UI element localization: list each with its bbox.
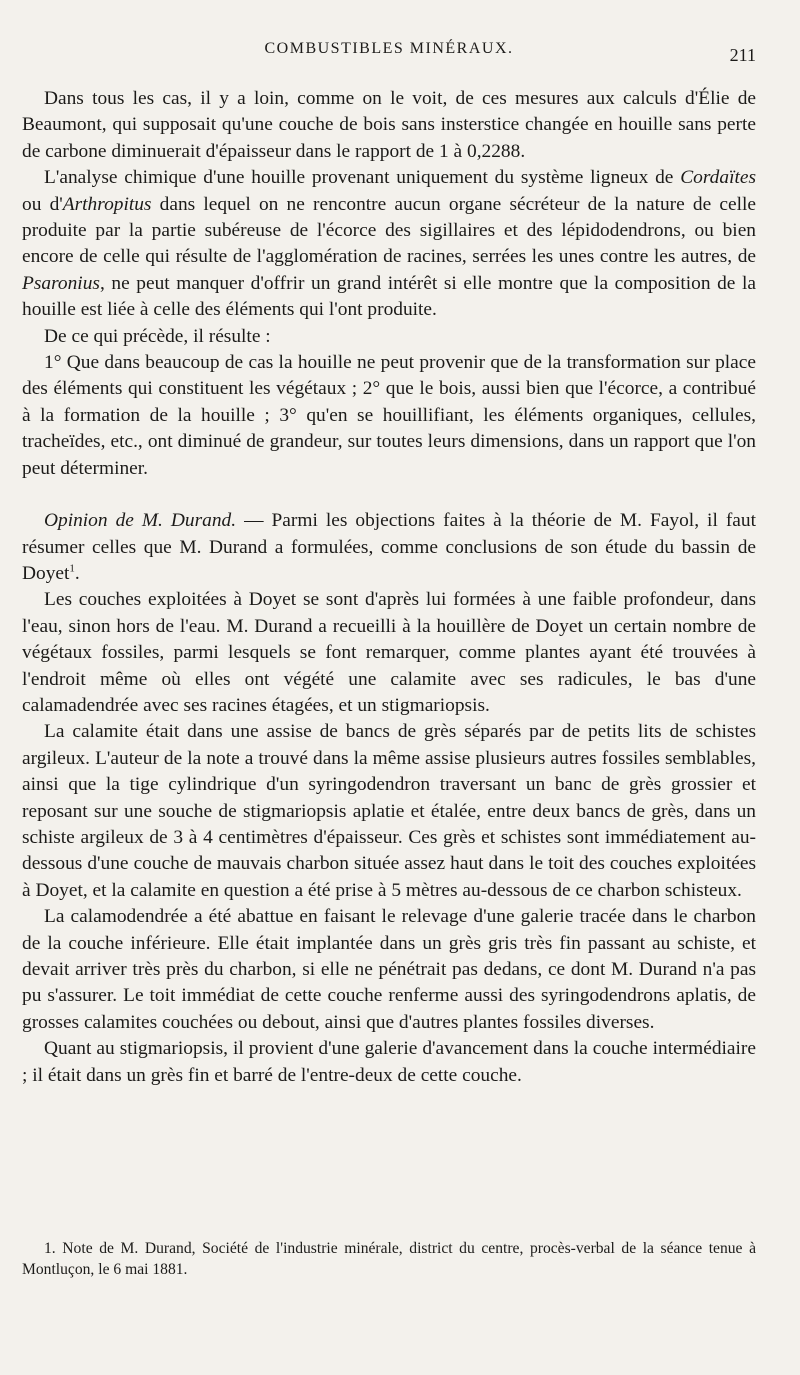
running-title: COMBUSTIBLES MINÉRAUX. xyxy=(264,40,514,57)
paragraph-9: Quant au stigmariopsis, il provient d'une galerie d'avancement dans la couche intermédiaire ; il était dans un grès fin et barré de l'entre-deux de cette couche. xyxy=(22,1038,756,1086)
page-number: 211 xyxy=(729,45,756,65)
paragraph-6: Les couches exploitées à Doyet se sont d'après lui formées à une faible profondeur, dans l'eau, sinon hors de l'eau. M. Durand a recueilli à la houillère de Doyet un certain nombre de végétaux fossiles, parmi lesquels se font remarquer, comme plantes ayant été trouvées à l'endroit même où elles ont végété une calamite avec ses radicules, le bas d'une calamadendrée avec ses racines étagées, et un stigmariopsis. xyxy=(22,589,756,716)
footnote-marker: 1. xyxy=(44,1240,56,1257)
section-heading: Opinion de M. Durand. xyxy=(44,510,237,532)
paragraph-2-part-c: dans lequel on ne rencontre aucun organe sécréteur de la nature de celle produite par la partie subéreuse de l'écorce des sigillaires et des lépidodendrons, ou bien encore de celle qui résulte de l'agglomération de racines, serrées les unes contre les autres, de xyxy=(22,193,756,268)
paragraph-2-part-a: L'analyse chimique d'une houille provenant uniquement du système ligneux de xyxy=(44,167,681,189)
paragraph-2 xyxy=(22,165,756,323)
taxon-psaronius: Psaronius xyxy=(22,272,100,294)
footnote-text: Note de M. Durand, Société de l'industrie minérale, district du centre, procès-verbal de la séance tenue à Montluçon, le 6 mai 1881. xyxy=(22,1240,756,1278)
running-head xyxy=(22,0,756,65)
paragraph-2-part-d: , ne peut manquer d'offrir un grand intérêt si elle montre que la composition de la houille est liée à celle des éléments qui l'ont produite. xyxy=(22,272,756,321)
footnote-reference[interactable]: 1 xyxy=(69,562,75,575)
paragraph-3: De ce qui précède, il résulte : xyxy=(44,325,271,347)
paragraph-7: La calamite était dans une assise de bancs de grès séparés par de petits lits de schistes argileux. L'auteur de la note a trouvé dans la même assise plusieurs autres fossiles semblables, ainsi que la tige cylindrique d'un syringodendron traversant un banc de grès grossier et reposant sur une souche de stigmariopsis aplatie et étalée, entre deux bancs de grès, dans un schiste argileux de 3 à 4 centimètres d'épaisseur. Ces grès et schistes sont immédiatement au-dessous d'une couche de mauvais charbon située assez haut dans le toit des couches exploitées à Doyet, et la calamite en question a été prise à 5 mètres au-dessous de ce charbon schisteux. xyxy=(22,721,756,901)
footnotes xyxy=(22,1238,756,1280)
taxon-arthropitus: Arthropitus xyxy=(62,193,152,215)
paragraph-5-text: — Parmi les objections faites à la théorie de M. Fayol, il faut résumer celles que M. Durand a formulées, comme conclusions de son étude du bassin de Doyet xyxy=(22,510,756,584)
body-text xyxy=(22,86,756,1089)
paragraph-5 xyxy=(22,508,756,587)
footnote-1 xyxy=(22,1238,756,1280)
paragraph-1: Dans tous les cas, il y a loin, comme on le voit, de ces mesures aux calculs d'Élie de Beaumont, qui supposait qu'une couche de bois sans insterstice changée en houille sans perte de carbone diminuerait d'épaisseur dans le rapport de 1 à 0,2288. xyxy=(22,88,756,162)
paragraph-8: La calamodendrée a été abattue en faisant le relevage d'une galerie tracée dans le charbon de la couche inférieure. Elle était implantée dans un grès gris très fin passant au schiste, et devait arriver très près du charbon, si elle ne pénétrait pas dedans, ce dont M. Durand n'a pas pu s'assurer. Le toit immédiat de cette couche renferme aussi des syringodendrons aplatis, de grosses calamites couchées ou debout, ainsi que d'autres plantes fossiles diverses. xyxy=(22,906,756,1033)
paragraph-5-end: . xyxy=(74,562,80,584)
taxon-cordaites: Cordaïtes xyxy=(680,167,756,189)
paragraph-2-part-b: ou d' xyxy=(22,193,63,215)
paragraph-4: 1° Que dans beaucoup de cas la houille ne peut provenir que de la transformation sur place des éléments qui constituent les végétaux ; 2° que le bois, aussi bien que l'écorce, a contribué à la formation de la houille ; 3° qu'en se houillifiant, les éléments organiques, cellules, tracheïdes, etc., ont diminué de grandeur, sur toutes leurs dimensions, dans un rapport que l'on peut déterminer. xyxy=(22,352,756,479)
